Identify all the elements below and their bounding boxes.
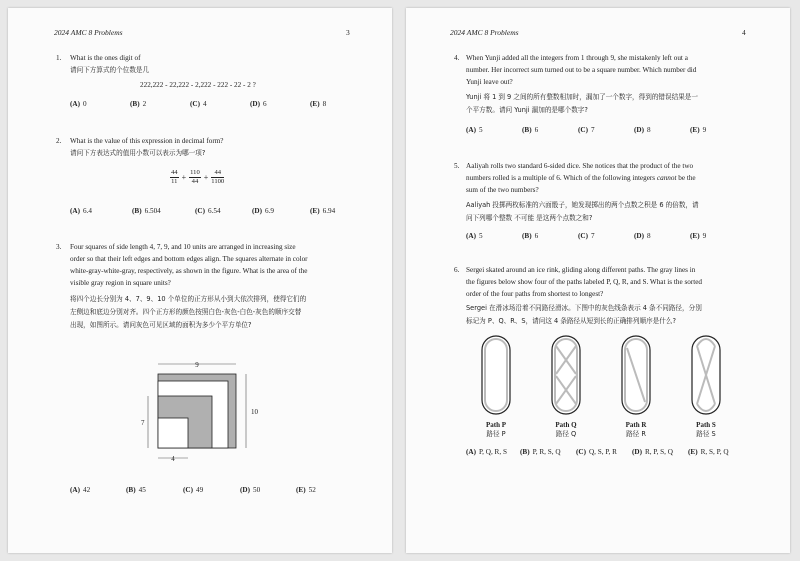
q5-choice-b: (B) 6 [522, 232, 539, 240]
q4-choice-e: (E) 9 [690, 126, 707, 134]
q2-choice-a: (A) 6.4 [70, 207, 92, 215]
q5-choice-a: (A) 5 [466, 232, 483, 240]
label-path-q: Path Q 路径 Q [555, 421, 577, 438]
q6-text-en-2: the figures below show four of the paths labeled P, Q, R, and S. What is the sorted [466, 278, 703, 286]
q4-choice-a: (A) 5 [466, 126, 483, 134]
q2-choice-d: (D) 6.9 [252, 207, 274, 215]
q6-choice-e: (E) R, S, P, Q [688, 448, 729, 456]
q4-text-zh-1: Yunji 将 1 到 9 之间的所有整数相加时，漏加了一个数字，得到的错误结果是一 [466, 93, 698, 101]
q1-choice-e: (E) 8 [310, 100, 327, 108]
page-number: 4 [742, 28, 746, 37]
rink-path-s [692, 336, 720, 414]
page-number: 3 [346, 28, 350, 37]
q2-choice-e: (E) 6.94 [310, 207, 336, 215]
q6-choice-c: (C) Q, S, P, R [576, 448, 617, 456]
q4-number: 4. [454, 54, 460, 62]
q2-number: 2. [56, 137, 62, 145]
q6-text-zh-2: 标记为 P、Q、R、S，请问这 4 条路径从短到长的正确排列顺序是什么? [466, 317, 676, 325]
q1-text-zh: 请问下方算式的个位数是几 [70, 66, 150, 74]
q2-text-en: What is the value of this expression in decimal form? [70, 137, 224, 145]
q3-text-en-1: Four squares of side length 4, 7, 9, and 10 units are arranged in increasing size [70, 243, 296, 251]
q6-number: 6. [454, 266, 460, 274]
q4-text-en-2: number. Her incorrect sum turned out to be a square number. Which number did [466, 66, 697, 74]
dim-label-bottom: 4 [171, 455, 175, 463]
q3-choice-a: (A) 42 [70, 486, 91, 494]
q1-number: 1. [56, 54, 62, 62]
rink-path-r [622, 336, 650, 414]
q5-text-en-2: numbers rolled is a multiple of 6. Which of the following integers cannot be the [466, 174, 696, 182]
rink-path-p [482, 336, 510, 414]
q4-text-en-3: Yunji leave out? [466, 78, 513, 86]
header-title: 2024 AMC 8 Problems [54, 28, 123, 37]
q1-text-en: What is the ones digit of [70, 54, 141, 62]
q1-choice-b: (B) 2 [130, 100, 147, 108]
q6-text-zh-1: Sergei 在滑冰场沿着不同路径滑冰。下图中的灰色线条表示 4 条不同路径，分别 [466, 304, 702, 312]
page-3 [8, 8, 392, 553]
q6-choice-d: (D) R, P, S, Q [632, 448, 673, 456]
q5-choice-c: (C) 7 [578, 232, 595, 240]
q1-expression: 222,222 - 22,222 - 2,222 - 222 - 22 - 2 ? [140, 81, 256, 89]
rink-figures [476, 334, 736, 418]
q5-number: 5. [454, 162, 460, 170]
q6-choice-a: (A) P, Q, R, S [466, 448, 507, 456]
q2-expression: $\frac{44}{11}$ + $\frac{110}{44}$ + $\frac{44}{1100}$ [171, 168, 225, 185]
q1-choice-a: (A) 0 [70, 100, 87, 108]
header-title: 2024 AMC 8 Problems [450, 28, 519, 37]
q1-choice-d: (D) 6 [250, 100, 267, 108]
q3-choice-d: (D) 50 [240, 486, 261, 494]
q4-text-zh-2: 个平方数。请问 Yunji 漏加的是哪个数字? [466, 106, 588, 114]
q3-choice-e: (E) 52 [296, 486, 316, 494]
dim-label-left: 7 [141, 419, 145, 427]
q5-choice-d: (D) 8 [634, 232, 651, 240]
q6-text-en-1: Sergei skated around an ice rink, gliding along different paths. The gray lines in [466, 266, 696, 274]
q3-number: 3. [56, 243, 62, 251]
q4-choice-c: (C) 7 [578, 126, 595, 134]
q2-choice-b: (B) 6.504 [132, 207, 161, 215]
dim-label-right: 10 [251, 408, 258, 416]
label-path-r: Path R 路径 R [625, 421, 647, 438]
q6-text-en-3: order of the four paths from shortest to longest? [466, 290, 604, 298]
q5-choice-e: (E) 9 [690, 232, 707, 240]
q3-text-zh-1: 将四个边长分别为 4、7、9、10 个单位的正方形从小到大依次排列，使得它们的 [70, 295, 307, 303]
dim-label-top: 9 [195, 361, 199, 369]
q2-choice-c: (C) 6.54 [195, 207, 221, 215]
squares-figure [138, 348, 268, 468]
rink-path-q [552, 336, 580, 414]
q3-text-en-3: white-gray-white-gray, respectively, as shown in the figure. What is the area of the [70, 267, 308, 275]
q3-choice-b: (B) 45 [126, 486, 146, 494]
q5-text-zh-1: Aaliyah 投掷两枚标准的六面骰子，她发现掷出的两个点数之积是 6 的倍数，请 [466, 201, 699, 209]
label-path-p: Path P 路径 P [485, 421, 507, 438]
label-path-s: Path S 路径 S [696, 421, 716, 438]
q3-text-en-2: order so that their left edges and bottom edges align. The squares alternate in color [70, 255, 308, 263]
fraction-3: $\frac{44}{1100}$ [211, 168, 225, 185]
q3-choice-c: (C) 49 [183, 486, 204, 494]
q3-text-zh-3: 出现，如图所示。请问灰色可见区域的面积为多少个平方单位? [70, 321, 252, 329]
fraction-2: $\frac{110}{44}$ [190, 168, 200, 185]
q5-text-en-1: Aaliyah rolls two standard 6-sided dice. She notices that the product of the two [466, 162, 694, 170]
q5-text-zh-2: 问下列哪个整数 不可能 是这两个点数之和? [466, 214, 593, 222]
page-4 [406, 8, 790, 553]
q4-text-en-1: When Yunji added all the integers from 1 through 9, she mistakenly left out a [466, 54, 688, 62]
q3-text-zh-2: 左侧边和底边分别对齐。四个正方形的颜色按照白色-灰色-白色-灰色的顺序交替 [70, 308, 302, 316]
q5-text-en-3: sum of the two numbers? [466, 186, 539, 194]
q6-choice-b: (B) P, R, S, Q [520, 448, 561, 456]
q1-choice-c: (C) 4 [190, 100, 207, 108]
q4-choice-d: (D) 8 [634, 126, 651, 134]
square-4 [158, 418, 188, 448]
q2-text-zh: 请问下方表达式的值用小数可以表示为哪一项? [70, 149, 206, 157]
q4-choice-b: (B) 6 [522, 126, 539, 134]
q3-text-en-4: visible gray region in square units? [70, 279, 171, 287]
fraction-1: $\frac{44}{11}$ [171, 168, 178, 185]
